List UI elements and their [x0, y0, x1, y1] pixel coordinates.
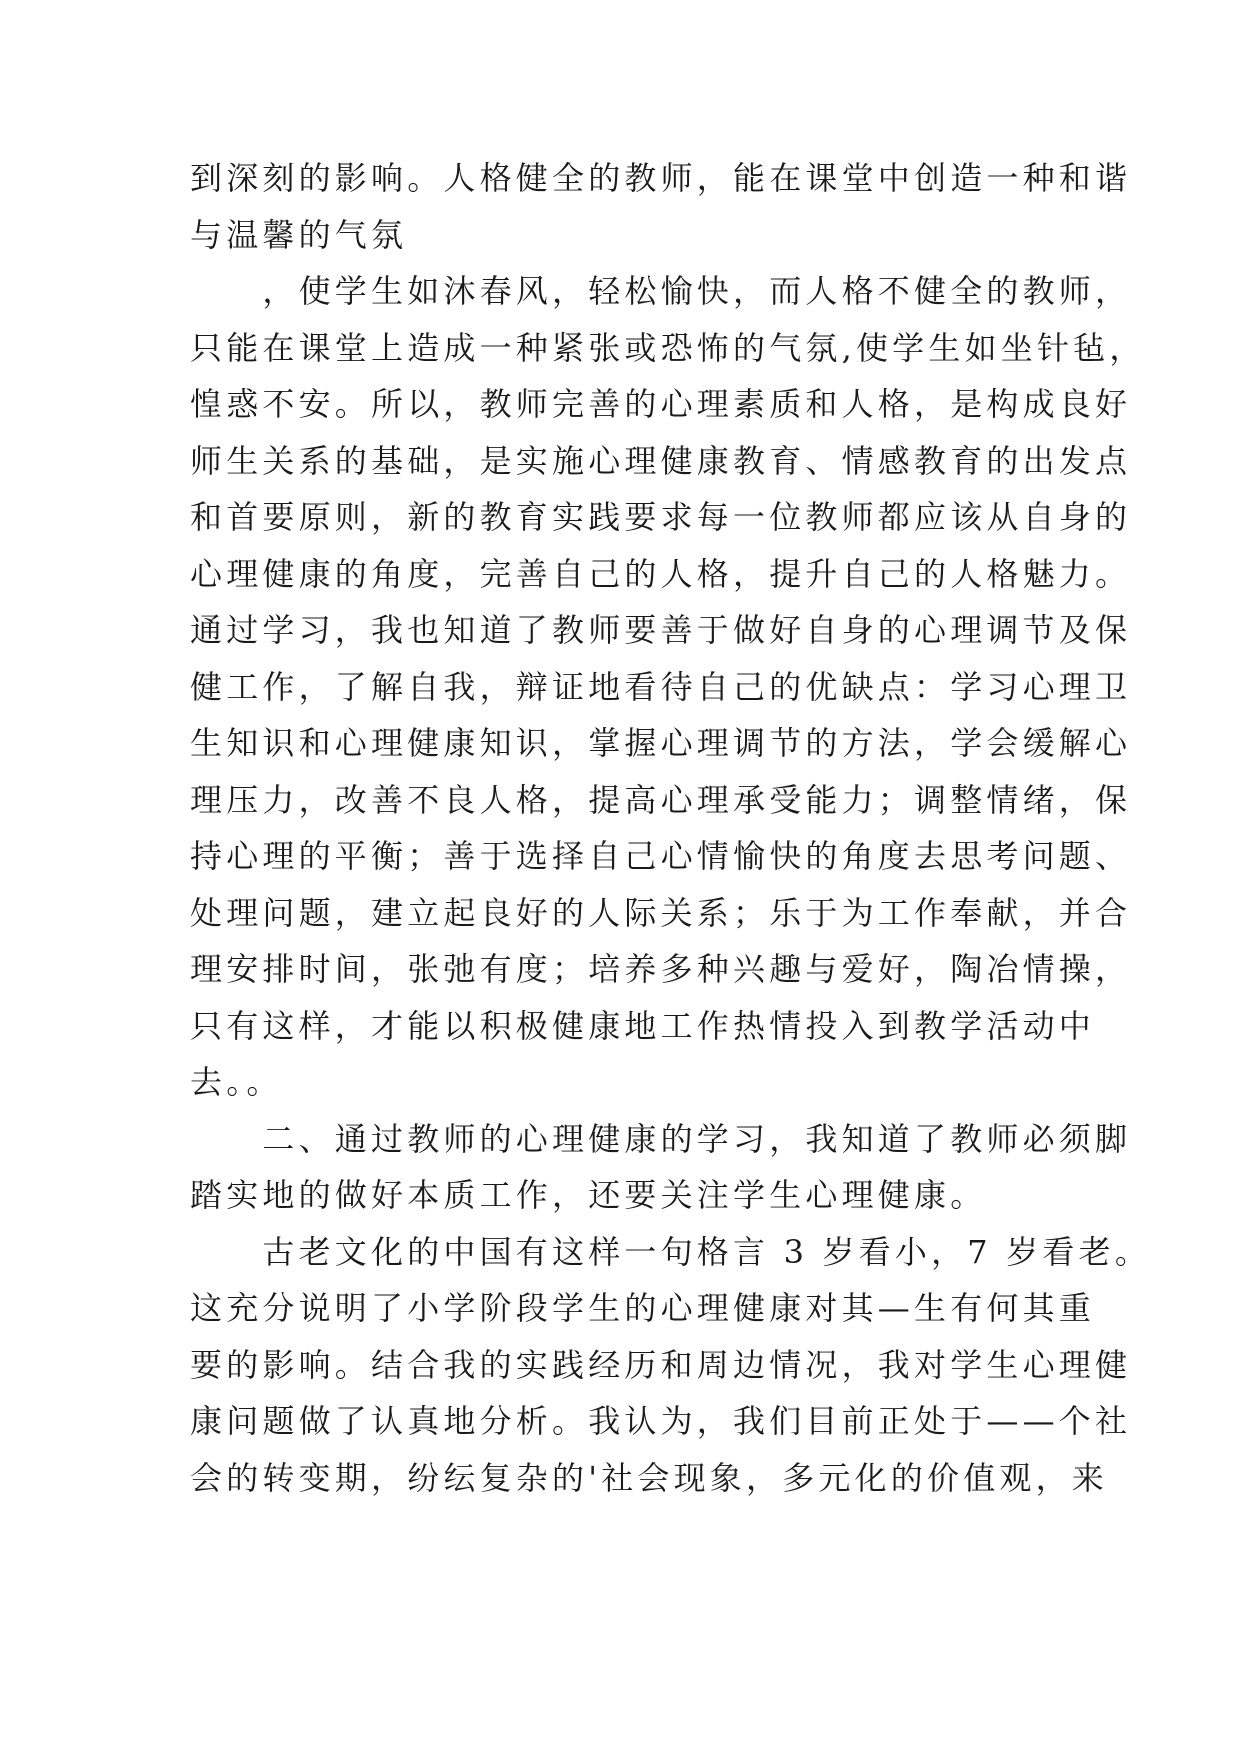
text-line: 会的转变期，纷纭复杂的'社会现象，多元化的价值观，来 [190, 1458, 1108, 1497]
text-line: 处理问题，建立起良好的人际关系；乐于为工作奉献，并合 [190, 893, 1132, 932]
text-line: 踏实地的做好本质工作，还要关注学生心理健康。 [190, 1176, 987, 1214]
text-line: 去。。 [190, 1063, 283, 1101]
text-line: 只有这样，才能以积极健康地工作热情投入到教学活动中 [190, 1006, 1096, 1045]
text-line: 与温馨的气氛 [190, 215, 408, 254]
text-line: 惶惑不安。所以，教师完善的心理素质和人格，是构成良好 [190, 385, 1132, 423]
text-line: 持心理的平衡；善于选择自己心情愉快的角度去思考问题、 [190, 837, 1132, 875]
text-line: 要的影响。结合我的实践经历和周边情况，我对学生心理健 [190, 1345, 1132, 1384]
text-line: 古老文化的中国有这样一句格言 3 岁看小，7 岁看老。 [190, 1232, 1152, 1271]
text-line: 理压力，改善不良人格，提高心理承受能力；调整情绪，保 [190, 780, 1132, 819]
text-line: 二、通过教师的心理健康的学习，我知道了教师必须脚 [190, 1119, 1132, 1158]
text-line: 健工作，了解自我，辩证地看待自己的优缺点：学习心理卫 [190, 667, 1132, 706]
text-line: 心理健康的角度，完善自己的人格，提升自己的人格魅力。 [190, 554, 1132, 593]
text-line: 这充分说明了小学阶段学生的心理健康对其—生有何其重 [190, 1289, 1096, 1327]
text-line: 通过学习，我也知道了教师要善于做好自身的心理调节及保 [190, 611, 1132, 649]
text-line: 和首要原则，新的教育实践要求每一位教师都应该从自身的 [190, 498, 1132, 536]
text-line: 师生关系的基础，是实施心理健康教育、情感教育的出发点 [190, 441, 1132, 480]
text-line: 生知识和心理健康知识，掌握心理调节的方法，学会缓解心 [190, 724, 1132, 762]
text-line: 只能在课堂上造成一种紧张或恐怖的气氛,使学生如坐针毡， [190, 328, 1146, 367]
text-line: 理安排时间，张弛有度；培养多种兴趣与爱好，陶冶情操， [190, 950, 1132, 988]
text-line: 到深刻的影响。人格健全的教师，能在课堂中创造一种和谐 [190, 159, 1132, 197]
text-line: 康问题做了认真地分析。我认为，我们目前正处于——个社 [190, 1402, 1132, 1440]
body-text [190, 150, 1152, 1506]
text-line: ，使学生如沐春风，轻松愉快，而人格不健全的教师， [190, 272, 1132, 310]
